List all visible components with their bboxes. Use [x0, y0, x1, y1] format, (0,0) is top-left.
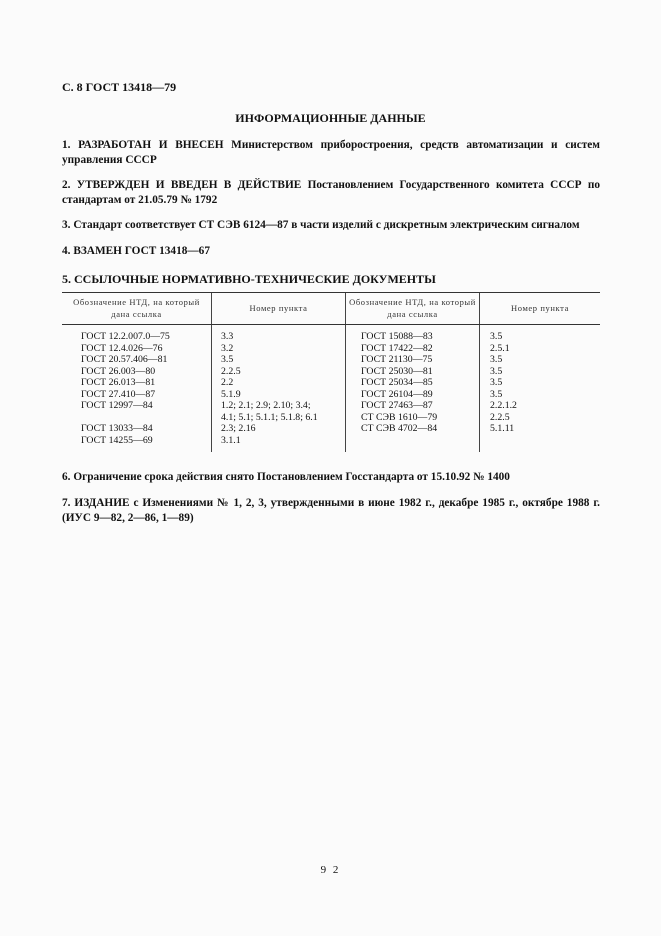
table-cell: 3.5 — [490, 377, 503, 388]
info-item-2 — [62, 178, 600, 208]
table-cell: 3.5 — [221, 354, 234, 365]
item-number: 4. — [62, 245, 71, 257]
table-cell: ГОСТ 26.003—80 — [81, 365, 156, 377]
col-header-doc-right: Обозначение НТД, на который дана ссылка — [346, 293, 480, 325]
item-text: УТВЕРЖДЕН И ВВЕДЕН В ДЕЙСТВИЕ Постановлением Государственного комитета СССР по стандартам от 21.05.79 № 1792 — [62, 179, 600, 206]
table-cell: ГОСТ 12.4.026—76 — [81, 342, 163, 354]
right-point-column — [480, 325, 601, 453]
col-header-point-left: Номер пункта — [212, 293, 346, 325]
info-item-3 — [62, 218, 600, 233]
table-cell: ГОСТ 25030—81 — [361, 365, 433, 377]
table-cell: ГОСТ 13033—84 — [81, 423, 153, 434]
info-item-7 — [62, 496, 600, 526]
left-point-column — [212, 325, 346, 453]
item-text: ВЗАМЕН ГОСТ 13418—67 — [73, 245, 210, 257]
table-cell: 5.1.11 — [490, 423, 515, 434]
right-doc-column — [346, 325, 480, 453]
page-number: 9 2 — [320, 864, 341, 876]
item-number: 6. — [62, 471, 71, 483]
table-cell: 2.2.5 — [221, 365, 241, 377]
table-cell: СТ СЭВ 4702—84 — [361, 423, 438, 434]
table-cell: 2.5.1 — [490, 342, 510, 354]
item-number: 1. — [62, 139, 71, 151]
table-cell: 1.2; 2.1; 2.9; 2.10; 3.4; — [221, 400, 311, 411]
table-cell: 4.1; 5.1; 5.1.1; 5.1.8; 6.1 — [221, 411, 318, 423]
table-cell: 2.2.1.2 — [490, 400, 517, 411]
table-cell: 3.3 — [221, 331, 234, 342]
item-number: 2. — [62, 179, 71, 191]
table-cell: ГОСТ 17422—82 — [361, 342, 433, 354]
table-cell: 3.5 — [490, 365, 503, 377]
item-text: ИЗДАНИЕ с Изменениями № 1, 2, 3, утвержденными в июне 1982 г., декабре 1985 г., октябре 1988 г. (ИУС 9—82, 2—86, 1—89) — [62, 497, 600, 524]
table-cell: 3.5 — [490, 388, 503, 400]
left-doc-column — [62, 325, 212, 453]
table-cell: 3.2 — [221, 342, 234, 354]
table-cell: ГОСТ 20.57.406—81 — [81, 354, 168, 365]
item-text: РАЗРАБОТАН И ВНЕСЕН Министерством приборостроения, средств автоматизации и систем управления СССР — [62, 139, 600, 166]
item-text: Стандарт соответствует СТ СЭВ 6124—87 в части изделий с дискретным электрическим сигналом — [73, 219, 580, 231]
col-header-point-right: Номер пункта — [480, 293, 601, 325]
item-number: 7. — [62, 497, 71, 509]
table-cell: СТ СЭВ 1610—79 — [361, 411, 438, 423]
table-cell: 3.1.1 — [221, 434, 241, 446]
item-number: 3. — [62, 219, 71, 231]
table-body-row — [62, 325, 600, 453]
table-cell: 3.5 — [490, 354, 503, 365]
table-cell: ГОСТ 27.410—87 — [81, 388, 156, 400]
table-cell: ГОСТ 26104—89 — [361, 388, 433, 400]
info-item-4 — [62, 244, 600, 259]
table-cell: ГОСТ 14255—69 — [81, 434, 153, 446]
page-header: С. 8 ГОСТ 13418—79 — [62, 80, 177, 94]
table-cell: 2.2 — [221, 377, 234, 388]
table-cell: 2.3; 2.16 — [221, 423, 256, 434]
table-cell: ГОСТ 15088—83 — [361, 331, 433, 342]
item-text: Ограничение срока действия снято Постановлением Госстандарта от 15.10.92 № 1400 — [73, 471, 510, 483]
section-5-heading: 5. ССЫЛОЧНЫЕ НОРМАТИВНО-ТЕХНИЧЕСКИЕ ДОКУМЕНТЫ — [62, 272, 436, 286]
table-cell: ГОСТ 21130—75 — [361, 354, 433, 365]
table-cell: ГОСТ 26.013—81 — [81, 377, 156, 388]
table-cell: ГОСТ 25034—85 — [361, 377, 433, 388]
table-cell: 2.2.5 — [490, 411, 510, 423]
table-cell: 3.5 — [490, 331, 503, 342]
table-cell: ГОСТ 12997—84 — [81, 400, 153, 411]
table-cell — [81, 412, 211, 424]
info-item-1 — [62, 138, 600, 168]
table-cell: ГОСТ 12.2.007.0—75 — [81, 331, 170, 342]
info-item-6 — [62, 470, 600, 485]
table-cell: 5.1.9 — [221, 388, 241, 400]
references-table — [62, 292, 600, 452]
table-header-row — [62, 293, 600, 325]
page-title: ИНФОРМАЦИОННЫЕ ДАННЫЕ — [235, 111, 426, 125]
table-cell: ГОСТ 27463—87 — [361, 400, 433, 411]
col-header-doc-left: Обозначение НТД, на который дана ссылка — [62, 293, 212, 325]
